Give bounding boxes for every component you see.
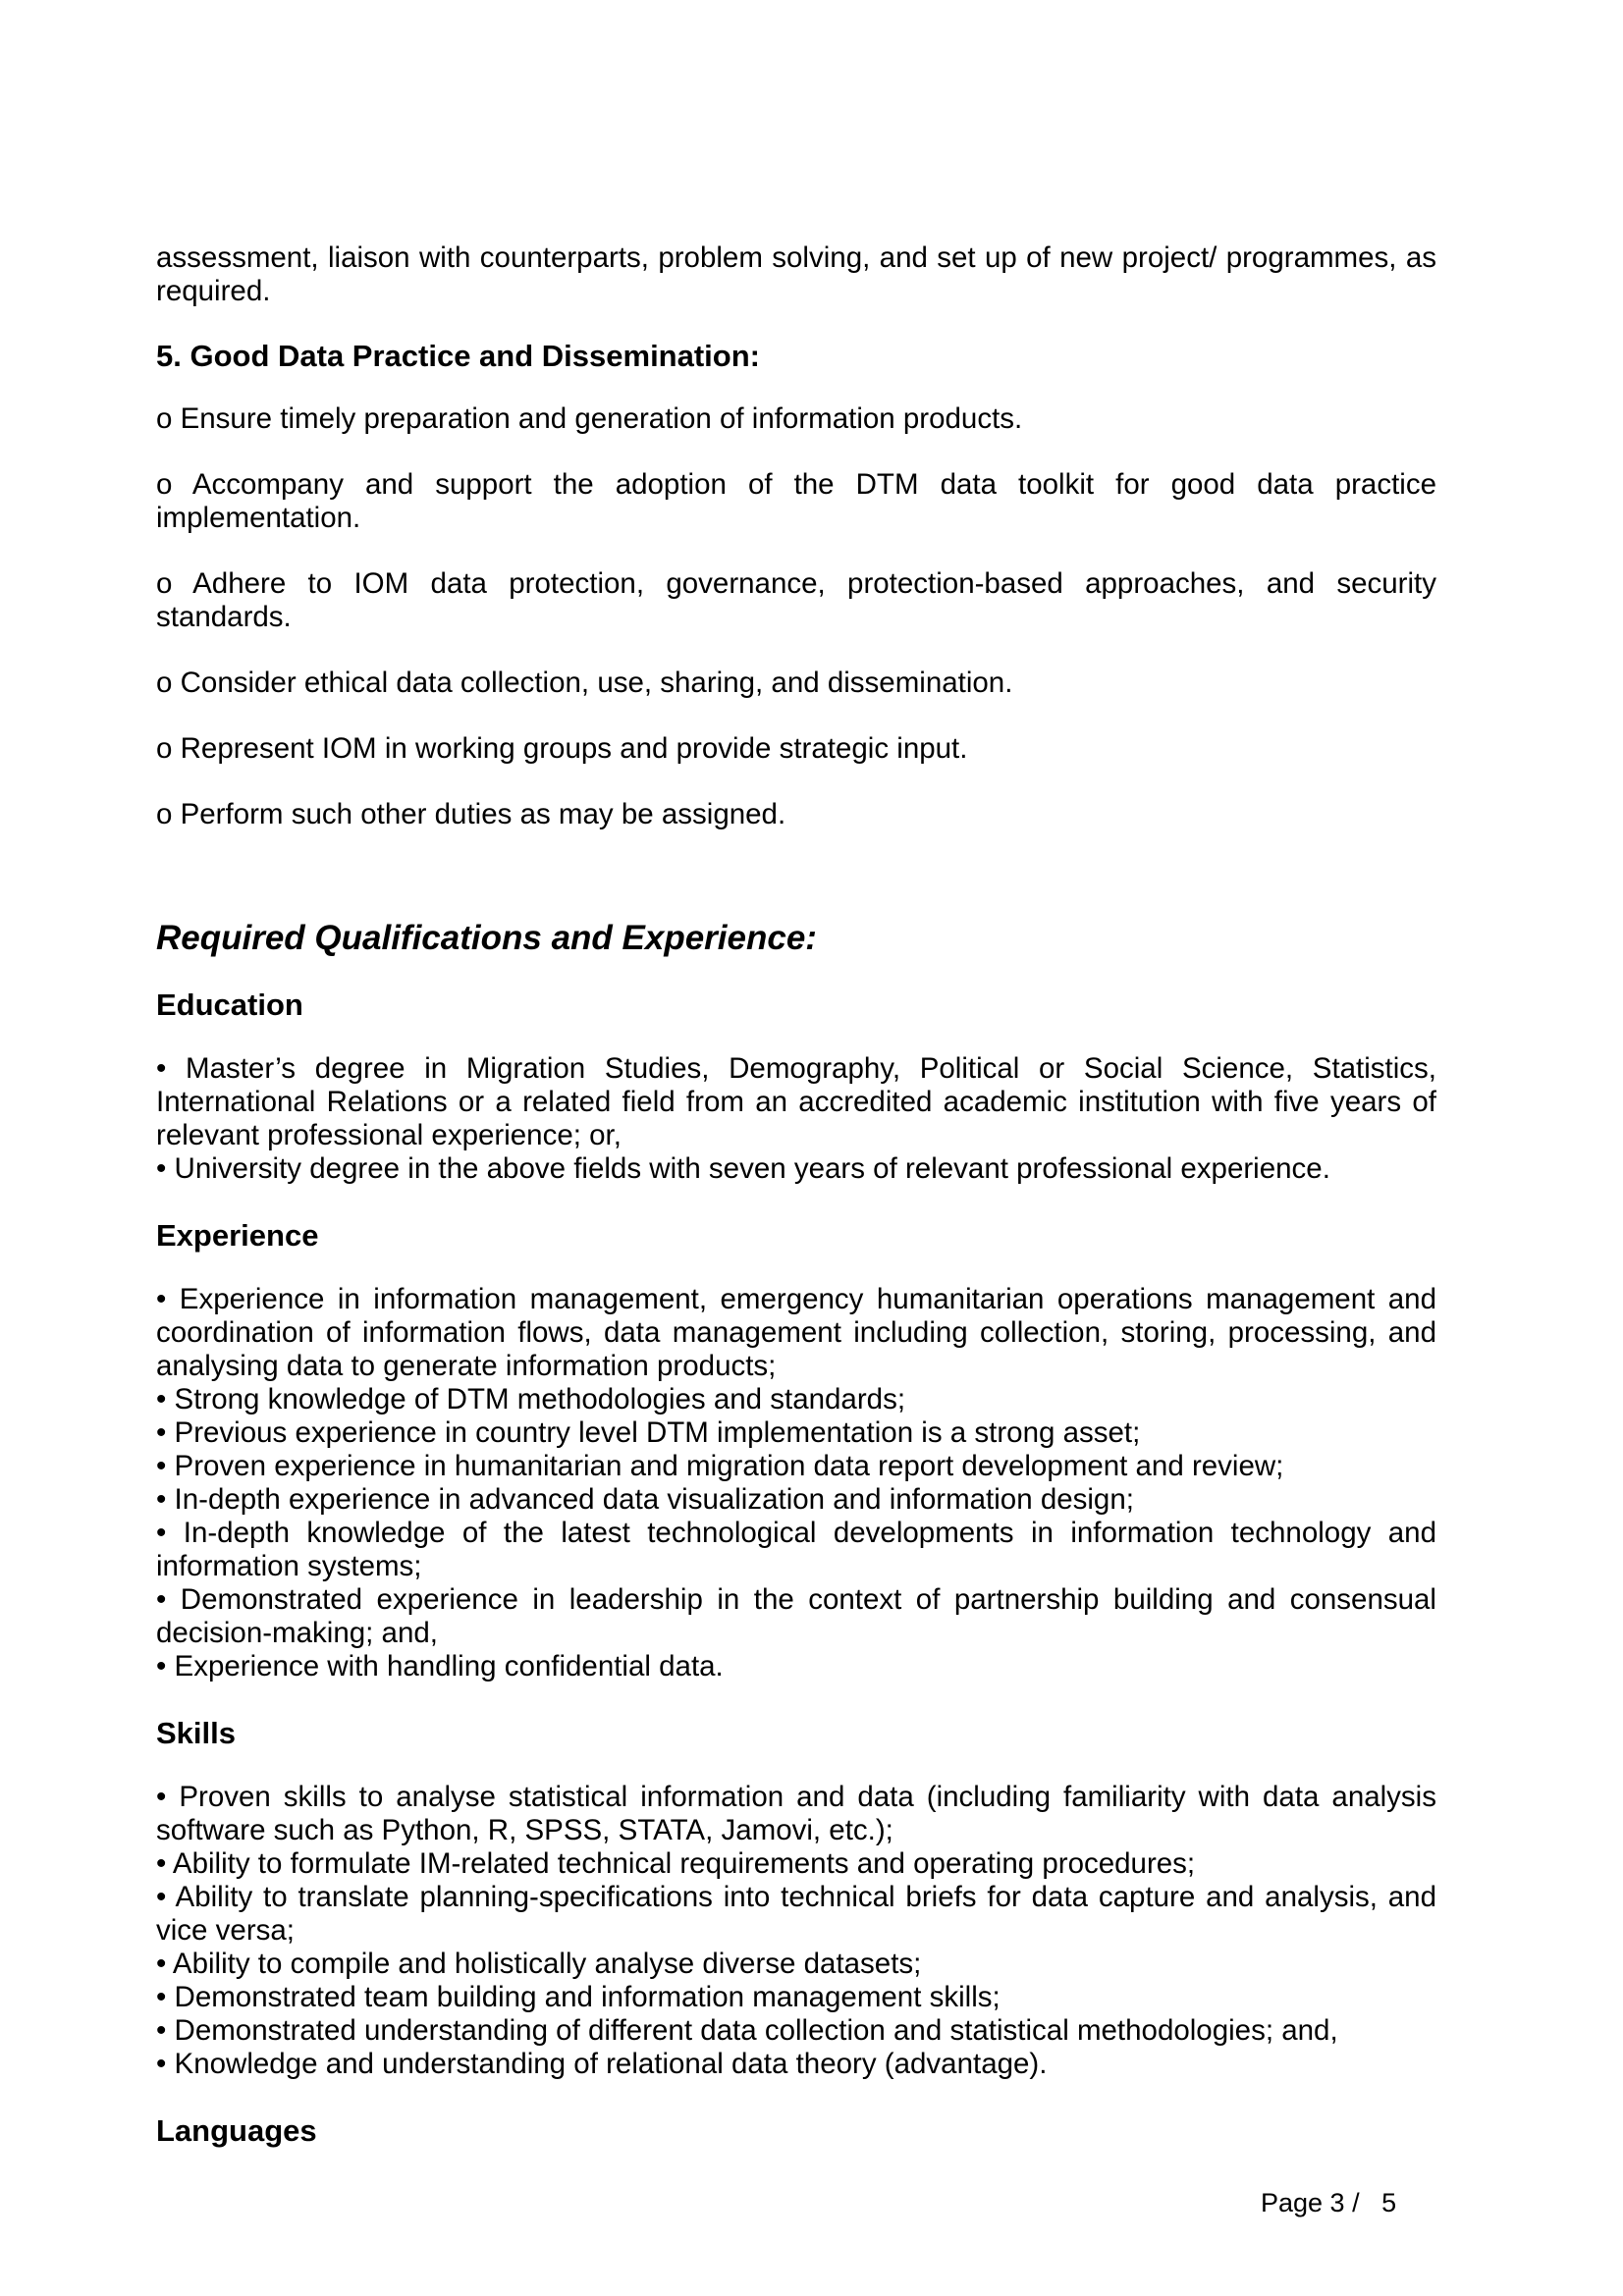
skills-item: • Demonstrated understanding of different data collection and statistical methodologies; and, [156, 2014, 1338, 2047]
experience-item: • In-depth knowledge of the latest technological developments in information technology and information systems; [156, 1517, 1436, 1582]
languages-heading: Languages [156, 2113, 317, 2148]
duty-item: o Perform such other duties as may be assigned. [156, 798, 786, 830]
duty-item: o Consider ethical data collection, use, sharing, and dissemination. [156, 667, 1013, 699]
experience-item: • Demonstrated experience in leadership in the context of partnership building and consensual decision-making; and, [156, 1583, 1436, 1649]
skills-item: • Ability to compile and holistically analyse diverse datasets; [156, 1948, 922, 1980]
skills-item: • Ability to formulate IM-related technical requirements and operating procedures; [156, 1847, 1196, 1880]
experience-item: • In-depth experience in advanced data visualization and information design; [156, 1483, 1134, 1516]
experience-heading: Experience [156, 1218, 319, 1253]
duty-item: o Represent IOM in working groups and provide strategic input. [156, 732, 968, 765]
experience-item: • Proven experience in humanitarian and migration data report development and review; [156, 1450, 1284, 1482]
skills-list [156, 1781, 1436, 2081]
skills-item: • Knowledge and understanding of relational data theory (advantage). [156, 2048, 1048, 2080]
experience-item: • Experience with handling confidential data. [156, 1650, 724, 1682]
intro-continuation: assessment, liaison with counterparts, problem solving, and set up of new project/ programmes, as required. [156, 241, 1436, 307]
education-heading: Education [156, 988, 303, 1022]
section5-list [156, 402, 1436, 831]
page-number: Page 3 / 5 [1261, 2188, 1397, 2217]
experience-item: • Experience in information management, emergency humanitarian operations management and coordination of information flows, data management including collection, storing, processing, and analysing data to generate information products; [156, 1283, 1436, 1382]
skills-heading: Skills [156, 1716, 236, 1750]
education-list [156, 1052, 1436, 1186]
skills-item: • Ability to translate planning-specifications into technical briefs for data capture and analysis, and vice versa; [156, 1881, 1436, 1947]
education-item: • Master’s degree in Migration Studies, Demography, Political or Social Science, Statistics, International Relations or a related field from an accredited academic institution with five years of relevant professional experience; or, [156, 1052, 1436, 1151]
duty-item: o Accompany and support the adoption of the DTM data toolkit for good data practice implementation. [156, 468, 1436, 534]
document-page [156, 241, 1436, 2178]
duty-item: o Ensure timely preparation and generation of information products. [156, 402, 1023, 435]
education-item: • University degree in the above fields with seven years of relevant professional experience. [156, 1152, 1330, 1185]
qualifications-heading: Required Qualifications and Experience: [156, 919, 817, 957]
skills-item: • Demonstrated team building and information management skills; [156, 1981, 1001, 2013]
experience-item: • Strong knowledge of DTM methodologies and standards; [156, 1383, 906, 1415]
experience-list [156, 1283, 1436, 1683]
skills-item: • Proven skills to analyse statistical information and data (including familiarity with data analysis software such as Python, R, SPSS, STATA, Jamovi, etc.); [156, 1781, 1436, 1846]
experience-item: • Previous experience in country level DTM implementation is a strong asset; [156, 1416, 1141, 1449]
duty-item: o Adhere to IOM data protection, governance, protection-based approaches, and security standards. [156, 567, 1436, 633]
section5-heading: 5. Good Data Practice and Dissemination: [156, 339, 760, 373]
